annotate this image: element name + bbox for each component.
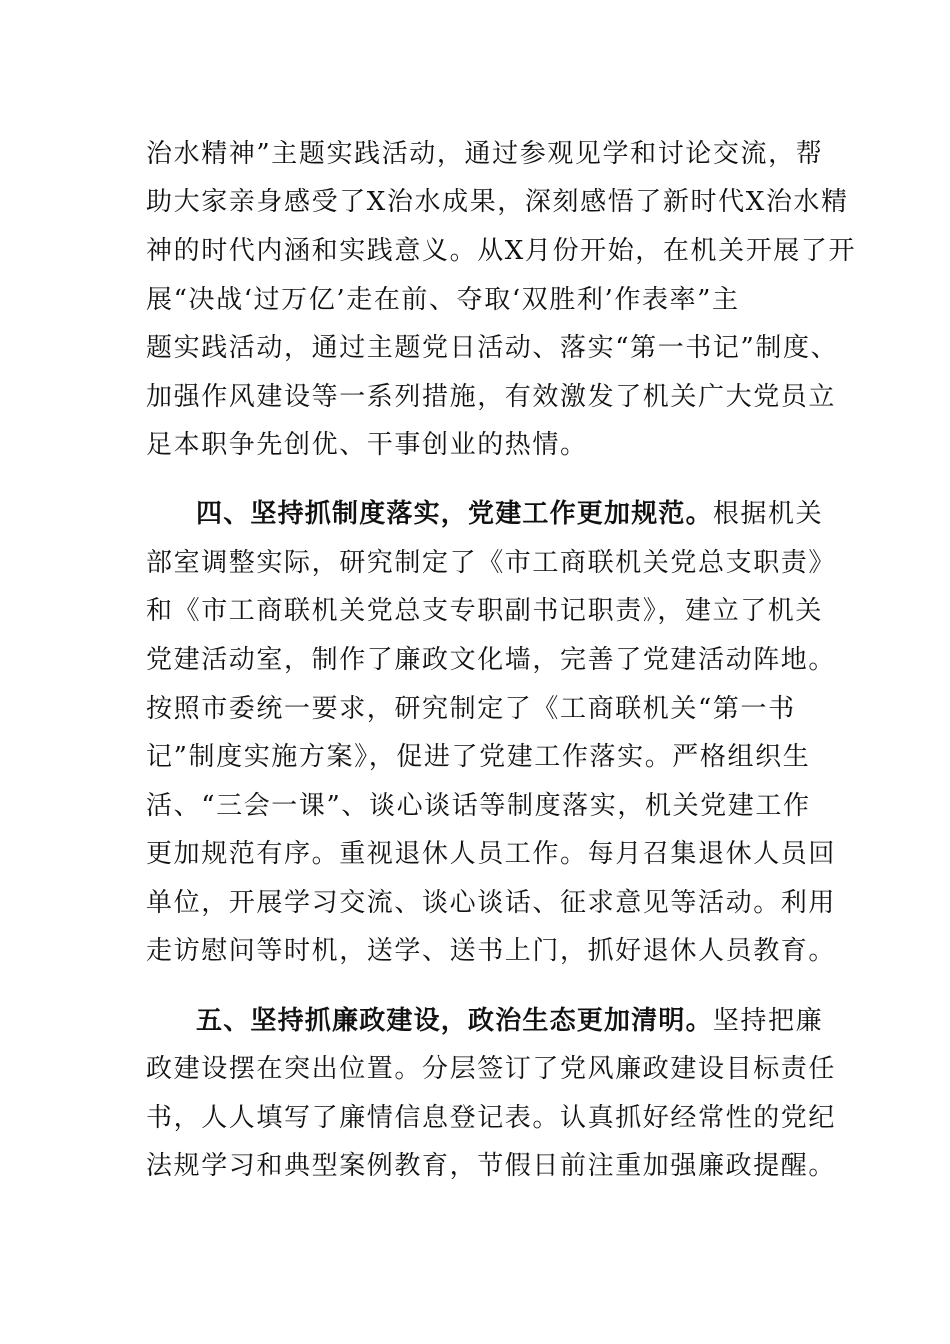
text-line: 助大家亲身感受了X治水成果，深刻感悟了新时代X治水精	[146, 187, 849, 217]
section-heading-line	[196, 1004, 823, 1038]
text-line: 政建设摆在突出位置。分层签订了党风廉政建设目标责任	[146, 1054, 837, 1084]
text-line: 法规学习和典型案例教育，节假日前注重加强廉政提醒。	[146, 1151, 837, 1181]
text-line: 题实践活动，通过主题党日活动、落实“第一书记”制度、	[146, 333, 839, 363]
text-line: 更加规范有序。重视退休人员工作。每月召集退休人员回	[146, 839, 837, 869]
text-line: 走访慰问等时机，送学、送书上门，抓好退休人员教育。	[146, 936, 837, 966]
section-intro-text: 根据机关	[712, 499, 824, 529]
text-line: 治水精神”主题实践活动，通过参观见学和讨论交流，帮	[146, 139, 824, 169]
text-line: 单位，开展学习交流、谈心谈话、征求意见等活动。利用	[146, 888, 837, 918]
text-line: 足本职争先创优、干事创业的热情。	[146, 430, 588, 460]
section-heading-line	[196, 497, 823, 531]
text-line: 按照市委统一要求，研究制定了《工商联机关“第一书	[146, 694, 796, 724]
text-line: 和《市工商联机关党总支专职副书记职责》，建立了机关	[146, 596, 824, 626]
text-line: 党建活动室，制作了廉政文化墙，完善了党建活动阵地。	[146, 645, 837, 675]
text-line: 部室调整实际，研究制定了《市工商联机关党总支职责》	[146, 548, 837, 578]
text-line: 神的时代内涵和实践意义。从X月份开始，在机关开展了开	[146, 236, 857, 266]
text-line: 记”制度实施方案》，促进了党建工作落实。严格组织生	[146, 742, 811, 772]
text-line: 加强作风建设等一系列措施，有效激发了机关广大党员立	[146, 382, 837, 412]
text-line: 书，人人填写了廉情信息登记表。认真抓好经常性的党纪	[146, 1103, 837, 1133]
section-intro-text: 坚持把廉	[712, 1006, 824, 1036]
text-line: 展“决战‘过万亿’走在前、夺取‘双胜利’作表率”主	[146, 285, 740, 315]
text-line: 活、“三会一课”、谈心谈话等制度落实，机关党建工作	[146, 791, 811, 821]
section-heading: 五、坚持抓廉政建设，政治生态更加清明。	[196, 1006, 713, 1036]
section-heading: 四、坚持抓制度落实，党建工作更加规范。	[196, 499, 713, 529]
